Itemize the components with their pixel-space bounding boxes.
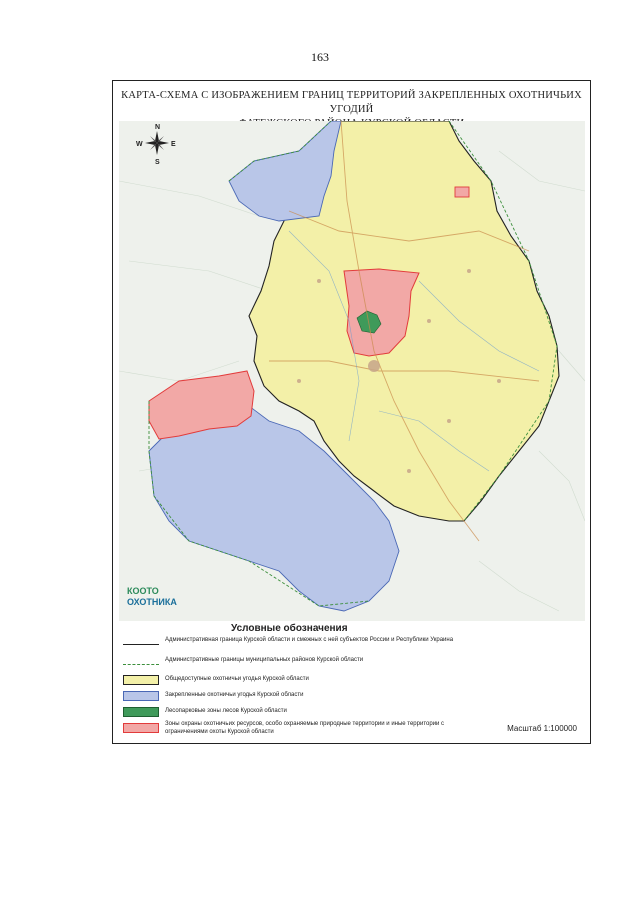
logo-line-2: ОХОТНИКА bbox=[127, 597, 177, 607]
legend-item-label: Общедоступные охотничьи угодья Курской области bbox=[165, 676, 309, 682]
legend-item-label: Административная граница Курской области и смежных с ней субъектов России и Республики Украина bbox=[165, 637, 454, 643]
public-grounds-swatch bbox=[123, 675, 159, 685]
protection-zones-swatch bbox=[123, 723, 159, 733]
legend-item-forest-park bbox=[123, 705, 583, 721]
logo-line-1: КООТО bbox=[127, 586, 159, 596]
compass-east: E bbox=[171, 141, 176, 148]
page-number: 163 bbox=[311, 50, 329, 64]
admin-border-swatch bbox=[123, 644, 159, 645]
assigned-grounds-swatch bbox=[123, 691, 159, 701]
legend-item-admin-border bbox=[123, 637, 583, 653]
legend-item-public-grounds bbox=[123, 673, 583, 689]
legend-item-label: Зоны охраны охотничьих ресурсов, особо охраняемые природные территории и иные территории с ограничениями охоты Курской области bbox=[165, 721, 445, 735]
legend-item-assigned-grounds bbox=[123, 689, 583, 705]
legend-title: Условные обозначения bbox=[231, 623, 348, 634]
district-map bbox=[119, 121, 585, 621]
map-sheet bbox=[112, 80, 591, 744]
legend bbox=[123, 621, 583, 739]
municipal-border-swatch bbox=[123, 664, 159, 665]
protection-zone-northeast bbox=[455, 187, 469, 197]
map-title-line-1: КАРТА-СХЕМА С ИЗОБРАЖЕНИЕМ ГРАНИЦ ТЕРРИТОРИЙ ЗАКРЕПЛЕННЫХ ОХОТНИЧЬИХ УГОДИЙ bbox=[121, 90, 582, 115]
compass-west: W bbox=[136, 141, 143, 148]
map-scale: Масштаб 1:100000 bbox=[507, 724, 577, 733]
legend-item-municipal-border bbox=[123, 657, 583, 673]
forest-park-swatch bbox=[123, 707, 159, 717]
compass-south: S bbox=[155, 159, 160, 166]
map-area[interactable] bbox=[119, 121, 585, 621]
legend-item-label: Лесопарковые зоны лесов Курской области bbox=[165, 708, 287, 714]
legend-item-label: Административные границы муниципальных районов Курской области bbox=[165, 657, 364, 663]
compass-north: N bbox=[155, 124, 161, 131]
legend-item-label: Закрепленные охотничьи угодья Курской области bbox=[165, 692, 304, 698]
